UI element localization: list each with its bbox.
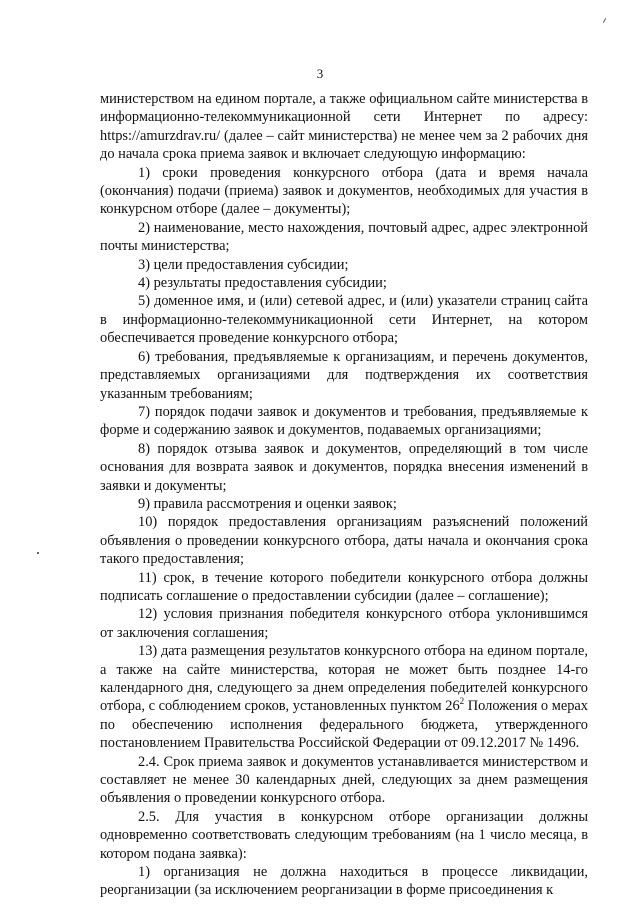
paragraph: 6) требования, предъявляемые к организациям, и перечень документов, представляемых организациями для подтверждения их соответствия указанным требованиям; xyxy=(100,348,588,402)
document-body xyxy=(100,90,588,900)
paragraph: 3) цели предоставления субсидии; xyxy=(138,256,349,273)
paragraph: 5) доменное имя, и (или) сетевой адрес, и (или) указатели страниц сайта в информационно-телекоммуникационной сети Интернет, на котором обеспечивается проведение конкурсного отбора; xyxy=(100,293,588,347)
paragraph: 2) наименование, место нахождения, почтовый адрес, адрес электронной почты министерства; xyxy=(100,219,588,255)
paragraph: 4) результаты предоставления субсидии; xyxy=(138,275,387,292)
paragraph: 12) условия признания победителя конкурсного отбора уклонившимся от заключения соглашения; xyxy=(100,606,588,641)
paragraph: министерством на едином портале, а также официальном сайте министерства в информационно-телекоммуникационной сети Интернет по адресу: https://amurzdrav.ru/ (далее – сайт министерства) не менее чем за 2 рабочих дня до начала срока приема заявок и включает следующую информацию: xyxy=(100,91,588,163)
scan-dot xyxy=(37,552,39,554)
page-number: 3 xyxy=(316,66,324,81)
paragraph: 8) порядок отзыва заявок и документов, определяющий в том числе основания для возврата заявок и документов, порядка внесения изменений в заявки и документы; xyxy=(100,440,588,494)
paragraph: 7) порядок подачи заявок и документов и требования, предъявляемые к форме и содержанию заявок и документов, подаваемых организациями; xyxy=(100,403,588,439)
paragraph: 1) сроки проведения конкурсного отбора (дата и время начала (окончания) подачи (приема) заявок и документов, необходимых для участия в конкурсном отборе (далее – документы); xyxy=(100,164,588,218)
paragraph: 1) организация не должна находиться в процессе ликвидации, реорганизации (за исключением реорганизации в форме присоединения к xyxy=(100,864,588,899)
superscript: 2 xyxy=(459,696,465,707)
scan-mark xyxy=(603,18,606,23)
paragraph: 11) срок, в течение которого победители конкурсного отбора должны подписать соглашение о предоставлении субсидии (далее – соглашение); xyxy=(100,569,588,604)
paragraph: 9) правила рассмотрения и оценки заявок; xyxy=(138,495,397,512)
paragraph: 2.4. Срок приема заявок и документов устанавливается министерством и составляет не менее 30 календарных дней, следующих за днем размещения объявления о проведении конкурсного отбора. xyxy=(100,753,588,807)
paragraph-text-continued: Положения о мерах по обеспечению исполнения федерального бюджета, утвержденного постановлением Правительства Российской Федерации от 09.12.2017 № 1496. xyxy=(100,698,588,752)
paragraph-with-footnote xyxy=(100,642,588,752)
paragraph-text: 13) дата размещения результатов конкурсного отбора на едином портале, а также на сайте министерства, которая не может быть позднее 14-го календарного дня, следующего за днем определения победителей конкурсного отбора, с соблюдением сроков, установленных пунктом 26 xyxy=(100,643,588,715)
paragraph: 10) порядок предоставления организациям разъяснений положений объявления о проведении конкурсного отбора, даты начала и окончания срока такого предоставления; xyxy=(100,514,588,568)
paragraph: 2.5. Для участия в конкурсном отборе организации должны одновременно соответствовать следующим требованиям (на 1 число месяца, в котором подана заявка): xyxy=(100,808,588,862)
